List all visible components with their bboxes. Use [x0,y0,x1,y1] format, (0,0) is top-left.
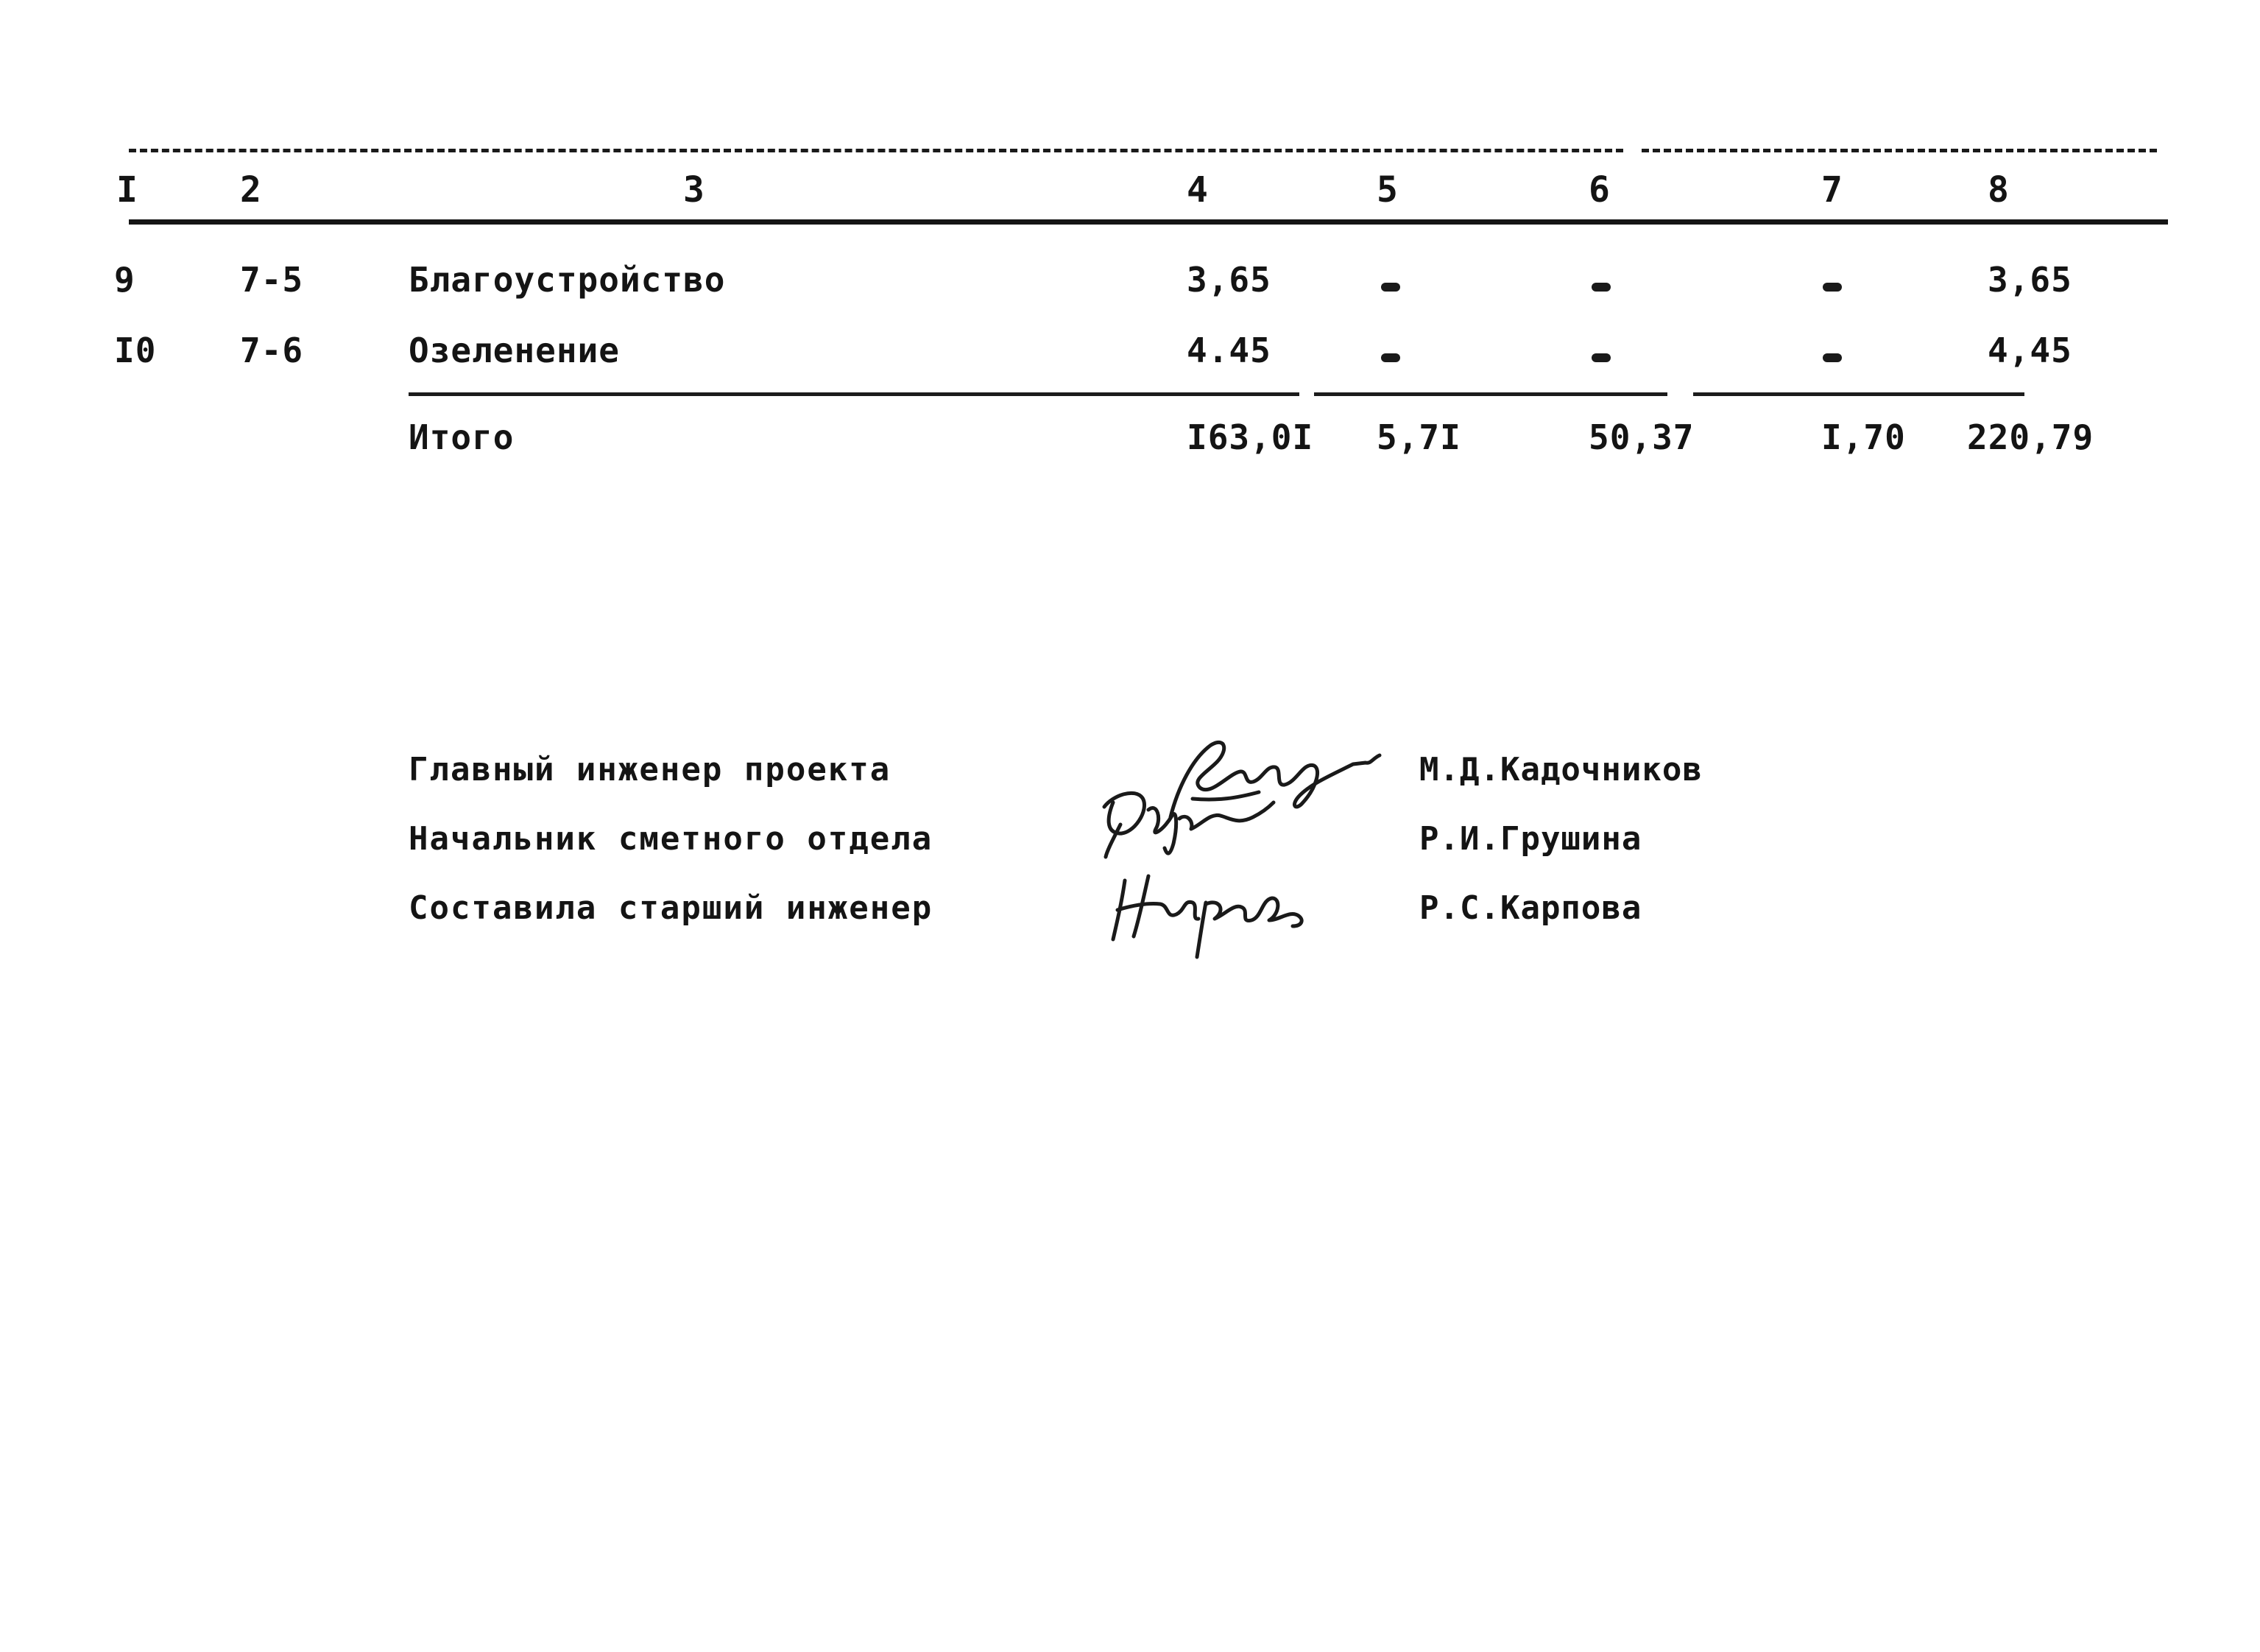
col-header-2: 2 [240,169,262,211]
signature-name: М.Д.Кадочников [1419,751,1703,788]
total-rule-1 [409,392,1299,396]
table-top-rule [129,149,1623,152]
row-code: 7-5 [240,260,304,300]
row-value-6-dash [1592,353,1611,362]
total-value-7: I,70 [1821,417,1906,457]
signature-role: Главный инженер проекта [409,751,891,788]
row-value-5-dash [1381,283,1400,292]
total-rule-2 [1314,392,1667,396]
row-value-8: 4,45 [1988,331,2072,370]
row-value-7-dash [1823,283,1842,292]
col-header-1: I [116,169,138,211]
total-value-6: 50,37 [1589,417,1695,457]
row-number: 9 [114,260,135,300]
row-code: 7-6 [240,331,304,370]
row-number: I0 [114,331,157,370]
row-value-4: 3,65 [1187,260,1271,300]
row-value-7-dash [1823,353,1842,362]
row-name: Озеленение [409,331,620,370]
signature-role: Составила старший инженер [409,889,933,927]
col-header-7: 7 [1821,169,1843,211]
signature-name: Р.И.Грушина [1419,820,1642,858]
total-rule-3 [1693,392,2024,396]
total-value-4: I63,0I [1187,417,1314,457]
col-header-8: 8 [1988,169,2010,211]
row-value-4: 4.45 [1187,331,1271,370]
row-value-8: 3,65 [1988,260,2072,300]
row-value-6-dash [1592,283,1611,292]
col-header-3: 3 [683,169,705,211]
signature-name: Р.С.Карпова [1419,889,1642,927]
row-name: Благоустройство [409,260,726,300]
total-value-5: 5,7I [1377,417,1461,457]
col-header-5: 5 [1377,169,1399,211]
total-label: Итого [409,417,515,457]
signature-role: Начальник сметного отдела [409,820,933,858]
total-value-8: 220,79 [1967,417,2094,457]
handwritten-signature [1095,866,1316,961]
handwritten-signature [1091,780,1282,861]
col-header-6: 6 [1589,169,1611,211]
row-value-5-dash [1381,353,1400,362]
table-header-rule [129,219,2168,225]
table-top-rule-right [1642,149,2157,152]
col-header-4: 4 [1187,169,1209,211]
